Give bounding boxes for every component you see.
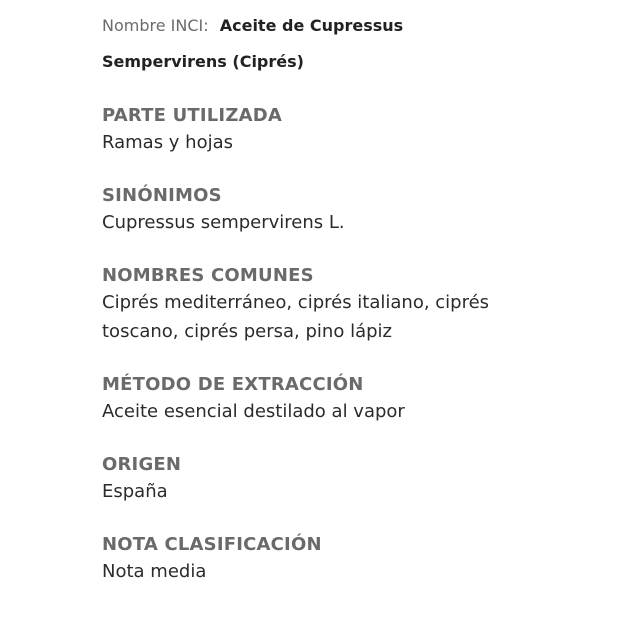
section-value: España: [102, 481, 168, 502]
section-sinonimos: [102, 184, 522, 237]
section-nota-clasificacion: [102, 533, 522, 586]
section-nombres-comunes: [102, 264, 522, 346]
details-sections: [102, 104, 522, 586]
section-value: Cupressus sempervirens L.: [102, 212, 345, 233]
inci-label: Nombre INCI:: [102, 16, 209, 35]
section-value: Nota media: [102, 561, 207, 582]
inci-value: Aceite de Cupressus Sempervirens (Ciprés): [102, 16, 404, 71]
section-title: PARTE UTILIZADA: [102, 105, 282, 126]
section-title: NOMBRES COMUNES: [102, 265, 314, 286]
section-title: ORIGEN: [102, 454, 182, 475]
section-value: Aceite esencial destilado al vapor: [102, 401, 405, 422]
section-origen: [102, 453, 522, 506]
product-details: [102, 8, 522, 613]
section-value: Ciprés mediterráneo, ciprés italiano, ciprés toscano, ciprés persa, pino lápiz: [102, 292, 490, 342]
section-title: MÉTODO DE EXTRACCIÓN: [102, 374, 364, 395]
section-title: SINÓNIMOS: [102, 185, 222, 206]
section-parte-utilizada: [102, 104, 522, 157]
section-metodo-extraccion: [102, 373, 522, 426]
section-value: Ramas y hojas: [102, 132, 234, 153]
section-title: NOTA CLASIFICACIÓN: [102, 534, 322, 555]
inci-name: [102, 8, 522, 80]
